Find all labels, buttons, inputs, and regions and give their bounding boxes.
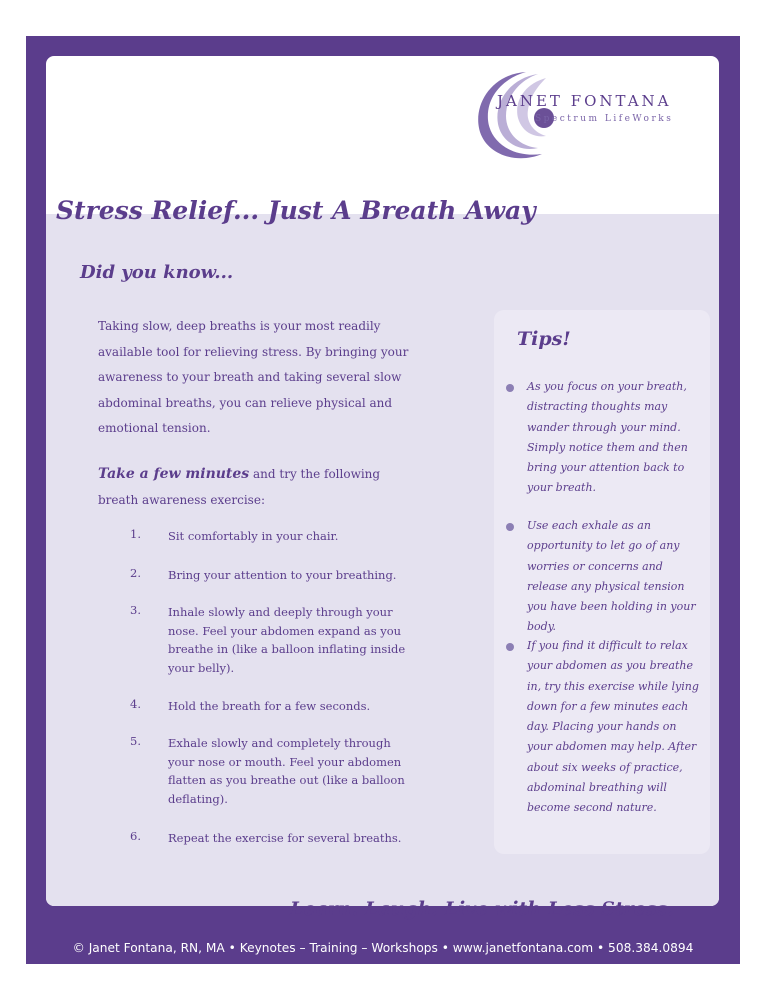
section-heading: Did you know...: [80, 262, 234, 283]
tips-title: Tips!: [517, 328, 571, 350]
step-number: 1.: [130, 527, 141, 541]
step-text: Hold the breath for a few seconds.: [168, 699, 371, 713]
bullet-icon: [506, 643, 514, 651]
exercise-intro: [98, 462, 418, 513]
page-title: Stress Relief... Just A Breath Away: [56, 196, 536, 225]
step-text: Exhale slowly and completely through your nose or mouth. Feel your abdomen flatten as you breathe out (like a balloon deflating).: [168, 736, 405, 806]
tagline: Learn. Laugh. Live with Less Stress.: [290, 898, 674, 920]
footer-contact: © Janet Fontana, RN, MA • Keynotes – Training – Workshops • www.janetfontana.com • 508.384.0894: [72, 941, 694, 955]
brand-name: JANET FONTANA: [497, 92, 672, 110]
exercise-intro-text: and try the following breath awareness exercise:: [98, 467, 381, 507]
step-text: Repeat the exercise for several breaths.: [168, 831, 402, 845]
step-text: Bring your attention to your breathing.: [168, 568, 397, 582]
step-number: 2.: [130, 566, 141, 580]
bullet-icon: [506, 384, 514, 392]
step-text: Inhale slowly and deeply through your nose. Feel your abdomen expand as you breathe in (like a balloon inflating inside your belly).: [168, 605, 406, 675]
step-number: 6.: [130, 829, 141, 843]
tip-text: Use each exhale as an opportunity to let go of any worries or concerns and release any physical tension you have been holding in your body.: [527, 519, 696, 634]
intro-paragraph: Taking slow, deep breaths is your most readily available tool for relieving stress. By bringing your awareness to your breath and taking several slow abdominal breaths, you can relieve physical and emotional tension.: [98, 319, 409, 435]
tip-text: If you find it difficult to relax your abdomen as you breathe in, try this exercise while lying down for a few minutes each day. Placing your hands on your abdomen may help. After about six weeks of practice, abdominal breathing will become second nature.: [527, 639, 699, 815]
step-number: 3.: [130, 603, 141, 617]
step-number: 4.: [130, 697, 141, 711]
exercise-intro-emphasis: Take a few minutes: [98, 466, 250, 482]
step-number: 5.: [130, 734, 141, 748]
brand-subtitle: Spectrum LifeWorks: [535, 114, 674, 124]
tip-text: As you focus on your breath, distracting thoughts may wander through your mind. Simply notice them and then bring your attention back to your breath.: [527, 380, 688, 495]
bullet-icon: [506, 523, 514, 531]
step-text: Sit comfortably in your chair.: [168, 529, 339, 543]
